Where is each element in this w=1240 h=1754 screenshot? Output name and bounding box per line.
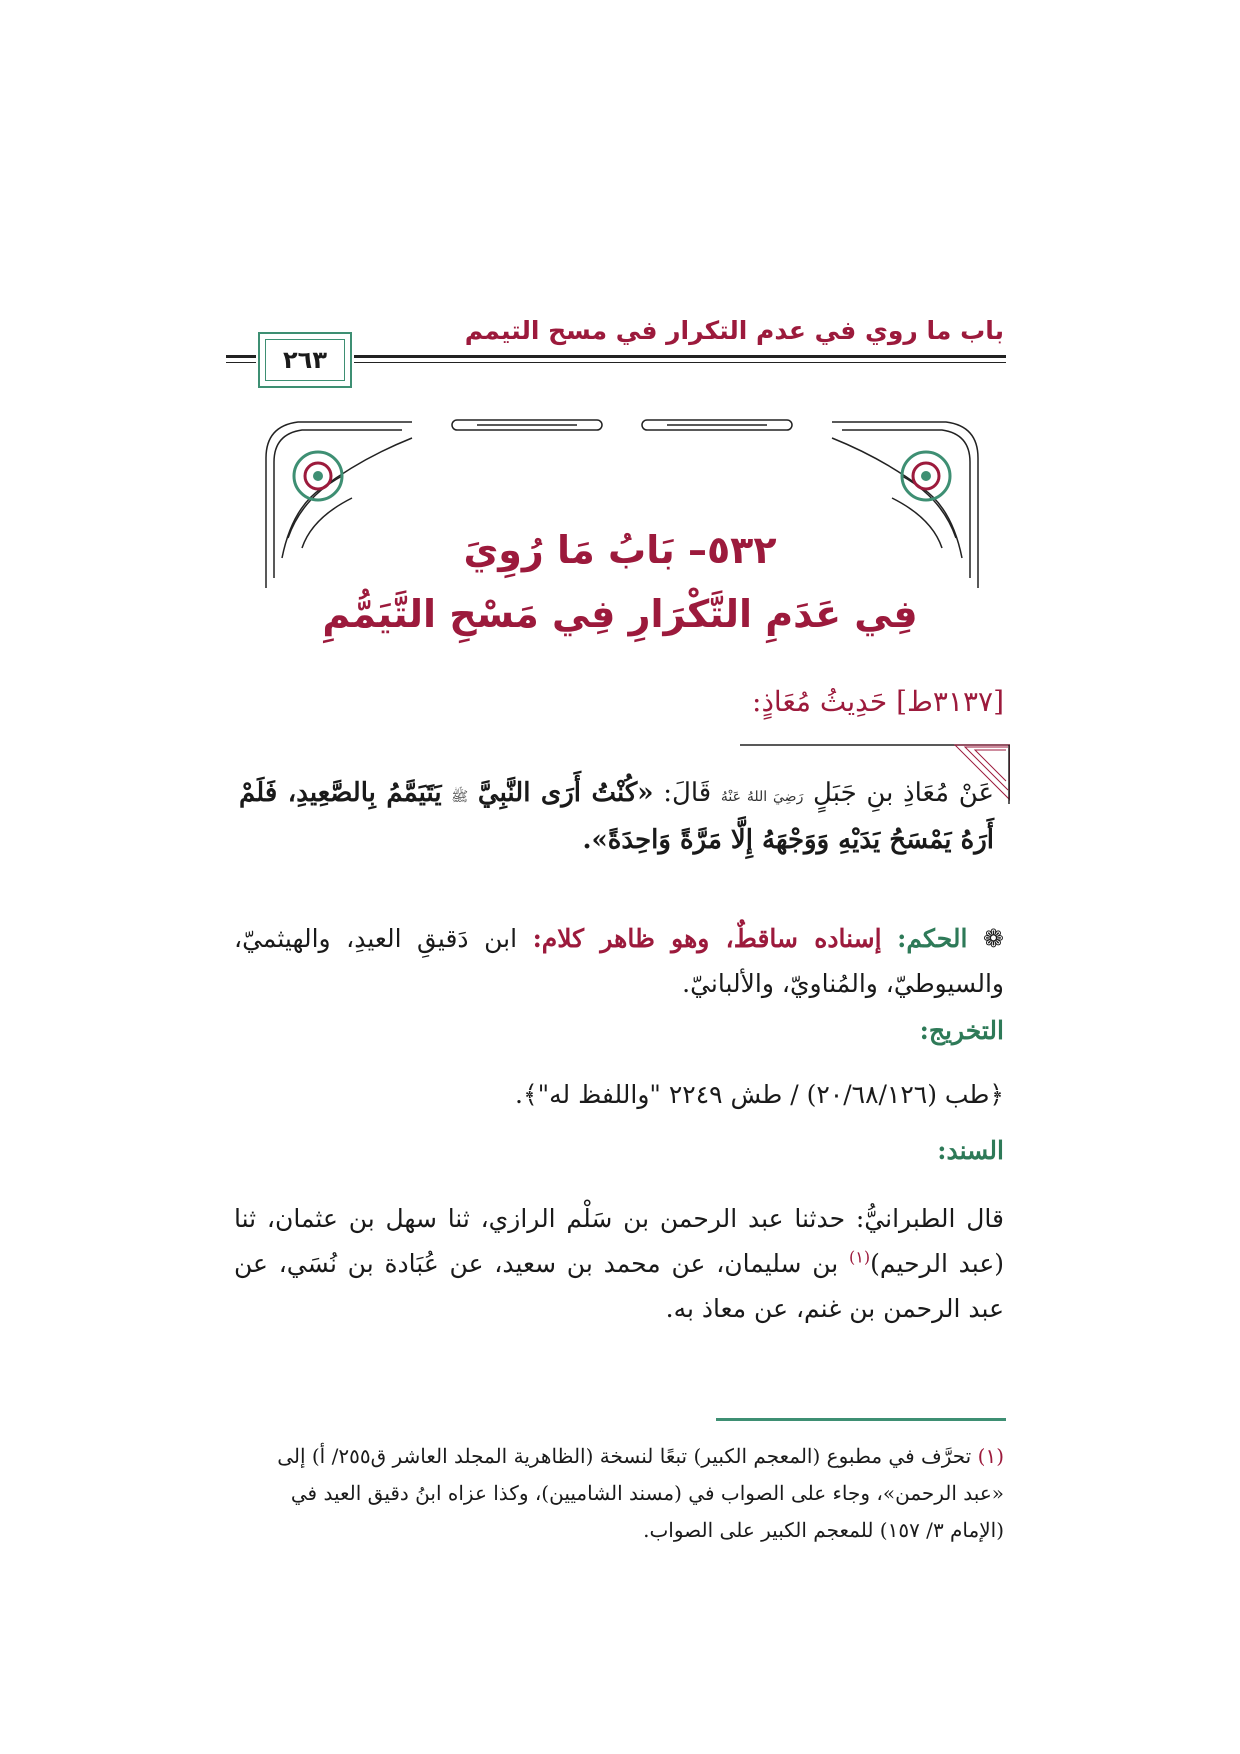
hadith-quote-part-1: «كُنْتُ أَرَى النَّبِيَّ — [477, 778, 654, 808]
companion-honorific: رَضِيَ اللهُ عَنْهُ — [720, 789, 804, 805]
ruling-verdict: إسناده ساقطٌ، وهو ظاهر كلام: — [532, 924, 882, 953]
takhrij-label-text: التخريج: — [919, 1016, 1004, 1045]
footnote-number: (١) — [977, 1444, 1004, 1468]
header-rule-left-thick — [226, 355, 256, 358]
header-rule-right-thin — [354, 362, 1006, 363]
footnote — [234, 1438, 1004, 1549]
hadith-heading — [304, 684, 1004, 720]
sanad-text-part-2: بن سليمان، عن محمد بن سعيد، عن عُبَادة بن نُسَي، عن عبد الرحمن بن غنم، عن معاذ به. — [234, 1249, 1004, 1323]
prophet-honorific: ﷺ — [451, 789, 469, 805]
sanad-label-text: السند: — [937, 1136, 1004, 1165]
page-number: ٢٦٣ — [265, 339, 345, 381]
footnote-ref[interactable]: (١) — [849, 1247, 871, 1267]
sanad-text-part-1: قال الطبرانيُّ: حدثنا عبد الرحمن بن سَلْم الرازي، ثنا سهل بن عثمان، ثنا (عبد الرحيم) — [234, 1204, 1005, 1278]
chapter-title-line-1: ٥٣٢– بَابُ مَا رُوِيَ — [463, 528, 777, 572]
takhrij-label — [234, 1008, 1004, 1053]
ruling-paragraph — [234, 916, 1004, 1006]
hadith-quote-part-2: يَتَيَمَّمُ بِالصَّعِيدِ، فَلَمْ أَرَهُ يَمْسَحُ يَدَيْهِ وَوَجْهَهُ إِلَّا مَرَّةً وَاحِدَةً». — [239, 778, 994, 855]
footnote-rule — [716, 1418, 1006, 1421]
sanad-label — [234, 1128, 1004, 1173]
hadith-intro: عَنْ مُعَاذِ بنِ جَبَلٍ — [813, 778, 994, 808]
hadith-text — [239, 770, 994, 864]
hadith-id: [٣١٣٧ط] — [896, 685, 1004, 718]
ruling-scholars: ابن دَقيقِ العيدِ، والهيثميّ، والسيوطيّ، والمُناويّ، والألبانيّ. — [234, 924, 1004, 998]
header-rule-left-thin — [226, 362, 256, 363]
sanad-text — [234, 1196, 1004, 1331]
hadith-said: قَالَ: — [663, 778, 712, 808]
top-cartouches — [452, 420, 792, 430]
header-rule-right-thick — [354, 355, 1006, 358]
takhrij-text: ﴿طب (٢٠/٦٨/١٢٦) / طش ٢٢٤٩ "واللفظ له"﴾. — [515, 1080, 1004, 1109]
footnote-text: تحرَّف في مطبوع (المعجم الكبير) تبعًا لنسخة (الظاهرية المجلد العاشر ق٢٥٥/ أ) إلى «عبد الرحمن»، وجاء على الصواب في (مسند الشاميين)، وكذا عزاه ابنُ دقيق العيد في (الإمام ٣/ ١٥٧) للمعجم الكبير على الصواب. — [277, 1444, 1004, 1542]
ruling-label: الحكم: — [897, 924, 968, 953]
hadith-title: حَدِيثُ مُعَاذٍ: — [752, 685, 888, 718]
chapter-title-line-2: فِي عَدَمِ التَّكْرَارِ فِي مَسْحِ التَّيَمُّمِ — [322, 592, 918, 636]
flower-icon: ❁ — [983, 924, 1004, 953]
page-number-frame — [258, 332, 352, 388]
running-header-title: باب ما روي في عدم التكرار في مسح التيمم — [464, 316, 1004, 345]
